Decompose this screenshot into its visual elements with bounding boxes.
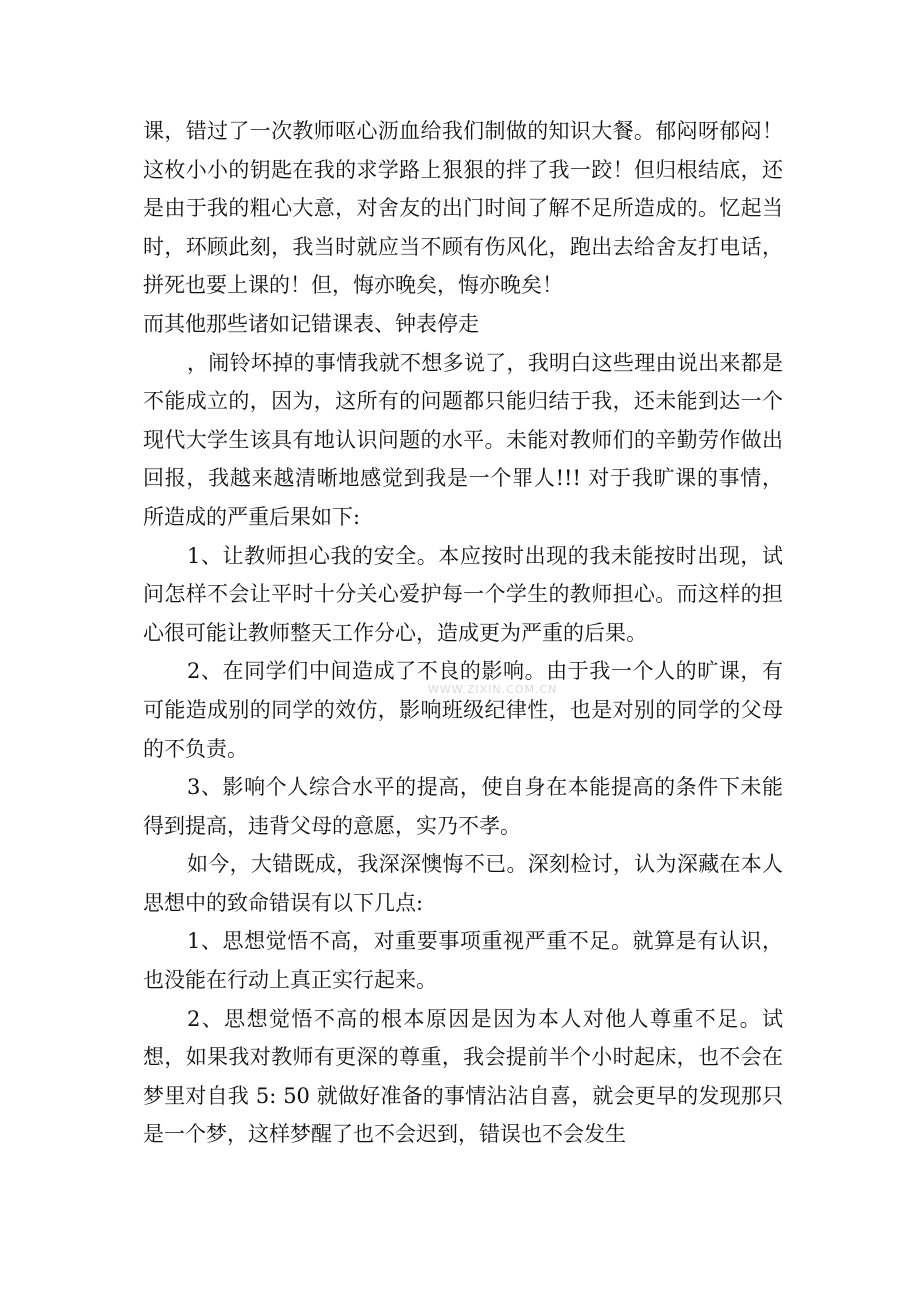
paragraph: 3、影响个人综合水平的提高，使自身在本能提高的条件下未能得到提高，违背父母的意愿，实乃不孝。 bbox=[143, 775, 783, 838]
document-body bbox=[143, 112, 783, 1154]
watermark: WWW.ZIXIN.COM.CN bbox=[428, 683, 558, 696]
paragraph: 1、让教师担心我的安全。本应按时出现的我未能按时出现，试问怎样不会让平时十分关心爱护每一个学生的教师担心。而这样的担心很可能让教师整天工作分心，造成更为严重的后果。 bbox=[143, 543, 783, 645]
paragraph: 2、思想觉悟不高的根本原因是因为本人对他人尊重不足。试想，如果我对教师有更深的尊重，我会提前半个小时起床，也不会在梦里对自我 5: 50 就做好准备的事情沾沾自喜，就会更早的发现那只是一个梦，这样梦醒了也不会迟到，错误也不会发生 bbox=[143, 1006, 783, 1147]
paragraph: ，闹铃坏掉的事情我就不想多说了，我明白这些理由说出来都是不能成立的，因为，这所有的问题都只能归结于我，还未能到达一个现代大学生该具有地认识问题的水平。未能对教师们的辛勤劳作做出回报，我越来越清晰地感觉到我是一个罪人!!! 对于我旷课的事情，所造成的严重后果如下: bbox=[143, 350, 783, 529]
paragraph: 2、在同学们中间造成了不良的影响。由于我一个人的旷课，有可能造成别的同学的效仿，影响班级纪律性，也是对别的同学的父母的不负责。 bbox=[143, 659, 783, 761]
paragraph: 而其他那些诸如记错课表、钟表停走 bbox=[143, 311, 479, 336]
paragraph: 1、思想觉悟不高，对重要事项重视严重不足。就算是有认识，也没能在行动上真正实行起来。 bbox=[143, 929, 783, 993]
paragraph: 如今，大错既成，我深深懊悔不已。深刻检讨，认为深藏在本人思想中的致命错误有以下几点: bbox=[143, 852, 783, 915]
paragraph: 课，错过了一次教师呕心沥血给我们制做的知识大餐。郁闷呀郁闷！这枚小小的钥匙在我的求学路上狠狠的拌了我一跤！但归根结底，还是由于我的粗心大意，对舍友的出门时间了解不足所造成的。忆起当时，环顾此刻，我当时就应当不顾有伤风化，跑出去给舍友打电话，拼死也要上课的！但，悔亦晚矣，悔亦晚矣！ bbox=[143, 119, 783, 298]
